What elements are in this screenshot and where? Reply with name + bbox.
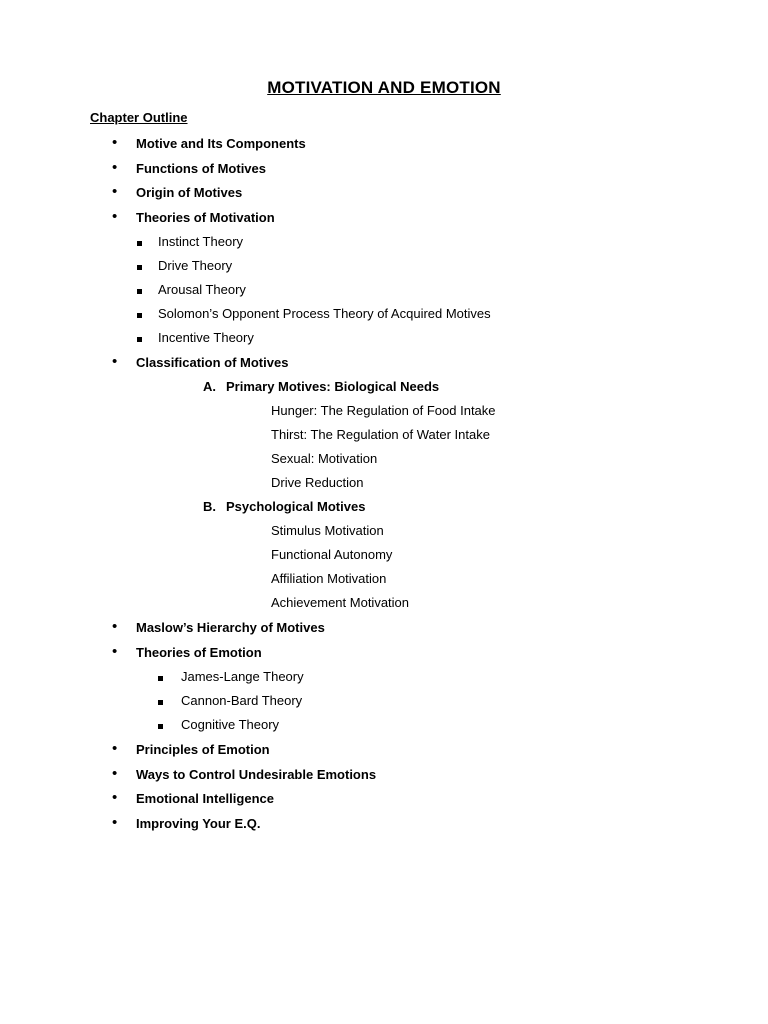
outline-subheading: Psychological Motives [226,499,366,514]
bullet-icon [112,815,117,831]
outline-subitem: Cannon-Bard Theory [181,693,303,708]
outline-subitem: Achievement Motivation [271,595,410,610]
outline-item: Theories of Motivation [136,210,275,225]
outline-subitem: Arousal Theory [158,282,246,297]
list-letter: A. [203,379,216,394]
square-bullet-icon [137,282,142,298]
outline-subitem: Cognitive Theory [181,717,280,732]
outline-subitem: Instinct Theory [158,234,244,249]
square-bullet-icon [137,306,142,322]
square-bullet-icon [158,693,163,709]
page-title: MOTIVATION AND EMOTION [267,78,501,97]
outline-item: Emotional Intelligence [136,791,274,806]
outline-item: Theories of Emotion [136,645,262,660]
square-bullet-icon [137,258,142,274]
bullet-icon [112,209,117,225]
outline-subitem: Functional Autonomy [271,547,393,562]
outline-item: Maslow’s Hierarchy of Motives [136,620,325,635]
bullet-icon [112,619,117,635]
outline-item: Motive and Its Components [136,136,306,151]
outline-subitem: Incentive Theory [158,330,254,345]
outline-item: Functions of Motives [136,161,266,176]
outline-subitem: James-Lange Theory [181,669,304,684]
outline-subitem: Drive Reduction [271,475,364,490]
bullet-icon [112,354,117,370]
square-bullet-icon [158,717,163,733]
square-bullet-icon [158,669,163,685]
outline-subitem: Stimulus Motivation [271,523,384,538]
outline-item: Improving Your E.Q. [136,816,261,831]
bullet-icon [112,741,117,757]
bullet-icon [112,184,117,200]
outline-subitem: Hunger: The Regulation of Food Intake [271,403,496,418]
outline-item: Principles of Emotion [136,742,270,757]
outline-subitem: Drive Theory [158,258,233,273]
chapter-outline-heading: Chapter Outline [90,110,188,125]
bullet-icon [112,160,117,176]
bullet-icon [112,135,117,151]
outline-item: Ways to Control Undesirable Emotions [136,767,377,782]
outline-subitem: Thirst: The Regulation of Water Intake [271,427,490,442]
outline-subitem: Affiliation Motivation [271,571,387,586]
outline-item: Classification of Motives [136,355,289,370]
bullet-icon [112,790,117,806]
square-bullet-icon [137,330,142,346]
bullet-icon [112,766,117,782]
list-letter: B. [203,499,216,514]
square-bullet-icon [137,234,142,250]
outline-subheading: Primary Motives: Biological Needs [226,379,440,394]
outline-subitem: Solomon’s Opponent Process Theory of Acquired Motives [158,306,491,321]
outline-subitem: Sexual: Motivation [271,451,378,466]
bullet-icon [112,644,117,660]
outline-item: Origin of Motives [136,185,243,200]
